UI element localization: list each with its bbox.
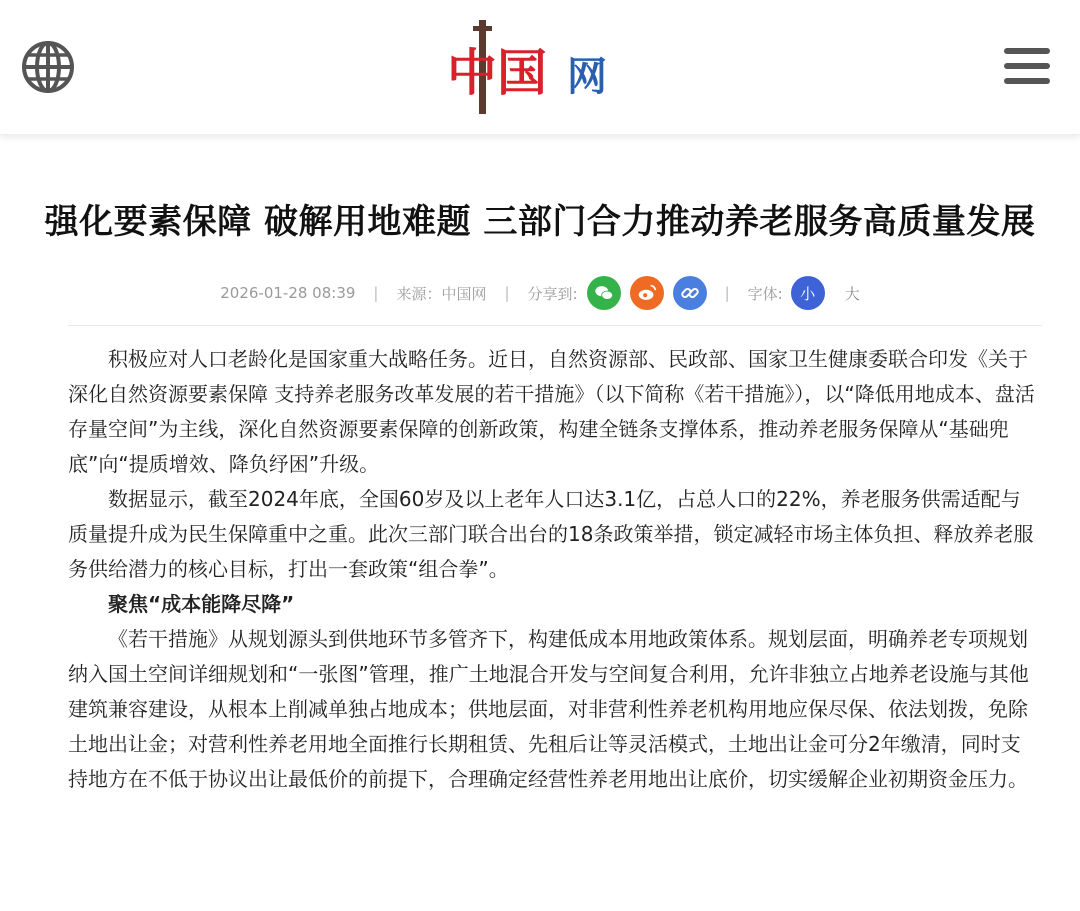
- logo-text-left: 中国: [447, 43, 547, 102]
- section-heading: 聚焦“成本能降尽降”: [108, 592, 295, 616]
- article-paragraph: 数据显示，截至2024年底，全国60岁及以上老年人口达3.1亿，占总人口的22%，养老服务供需适配与质量提升成为民生保障重中之重。此次三部门联合出台的18条政策举措，锁定减轻市场主体负担、释放养老服务供给潜力的核心目标，打出一套政策“组合拳”。: [68, 487, 1034, 581]
- article-meta: [0, 273, 1080, 313]
- article-body: [68, 342, 1040, 797]
- site-logo[interactable]: [445, 18, 615, 116]
- site-header: [0, 0, 1080, 135]
- wechat-icon[interactable]: [587, 276, 621, 310]
- link-icon[interactable]: [673, 276, 707, 310]
- publish-datetime: 2026-01-28 08:39: [220, 284, 356, 302]
- font-small-button[interactable]: 小: [791, 276, 825, 310]
- meta-separator: |: [504, 284, 510, 302]
- weibo-icon[interactable]: [630, 276, 664, 310]
- meta-divider: [68, 325, 1042, 326]
- article-source: 来源：中国网: [396, 284, 487, 303]
- meta-separator: |: [724, 284, 730, 302]
- logo-text-right: 网: [567, 53, 607, 100]
- article-paragraph: 《若干措施》从规划源头到供地环节多管齐下，构建低成本用地政策体系。规划层面，明确养老专项规划纳入国土空间详细规划和“一张图”管理，推广土地混合开发与空间复合利用，允许非独立占地养老设施与其他建筑兼容建设，从根本上削减单独占地成本；供地层面，对非营利性养老机构用地应保尽保、依法划拨，免除土地出让金；对营利性养老用地全面推行长期租赁、先租后让等灵活模式，土地出让金可分2年缴清，同时支持地方在不低于协议出让最低价的前提下，合理确定经营性养老用地出让底价，切实缓解企业初期资金压力。: [68, 627, 1029, 791]
- font-size-label: 字体:: [747, 284, 783, 303]
- globe-icon[interactable]: [20, 39, 76, 95]
- font-large-button[interactable]: 大: [844, 284, 860, 303]
- share-label: 分享到:: [527, 284, 578, 303]
- hamburger-menu-icon[interactable]: [1004, 46, 1050, 86]
- article-title: 强化要素保障 破解用地难题 三部门合力推动养老服务高质量发展: [44, 202, 1036, 242]
- article-paragraph: 积极应对人口老龄化是国家重大战略任务。近日，自然资源部、民政部、国家卫生健康委联合印发《关于深化自然资源要素保障 支持养老服务改革发展的若干措施》（以下简称《若干措施》），以“降低用地成本、盘活存量空间”为主线，深化自然资源要素保障的创新政策，构建全链条支撑体系，推动养老服务保障从“基础兜底”向“提质增效、降负纾困”升级。: [68, 347, 1035, 476]
- meta-separator: |: [373, 284, 379, 302]
